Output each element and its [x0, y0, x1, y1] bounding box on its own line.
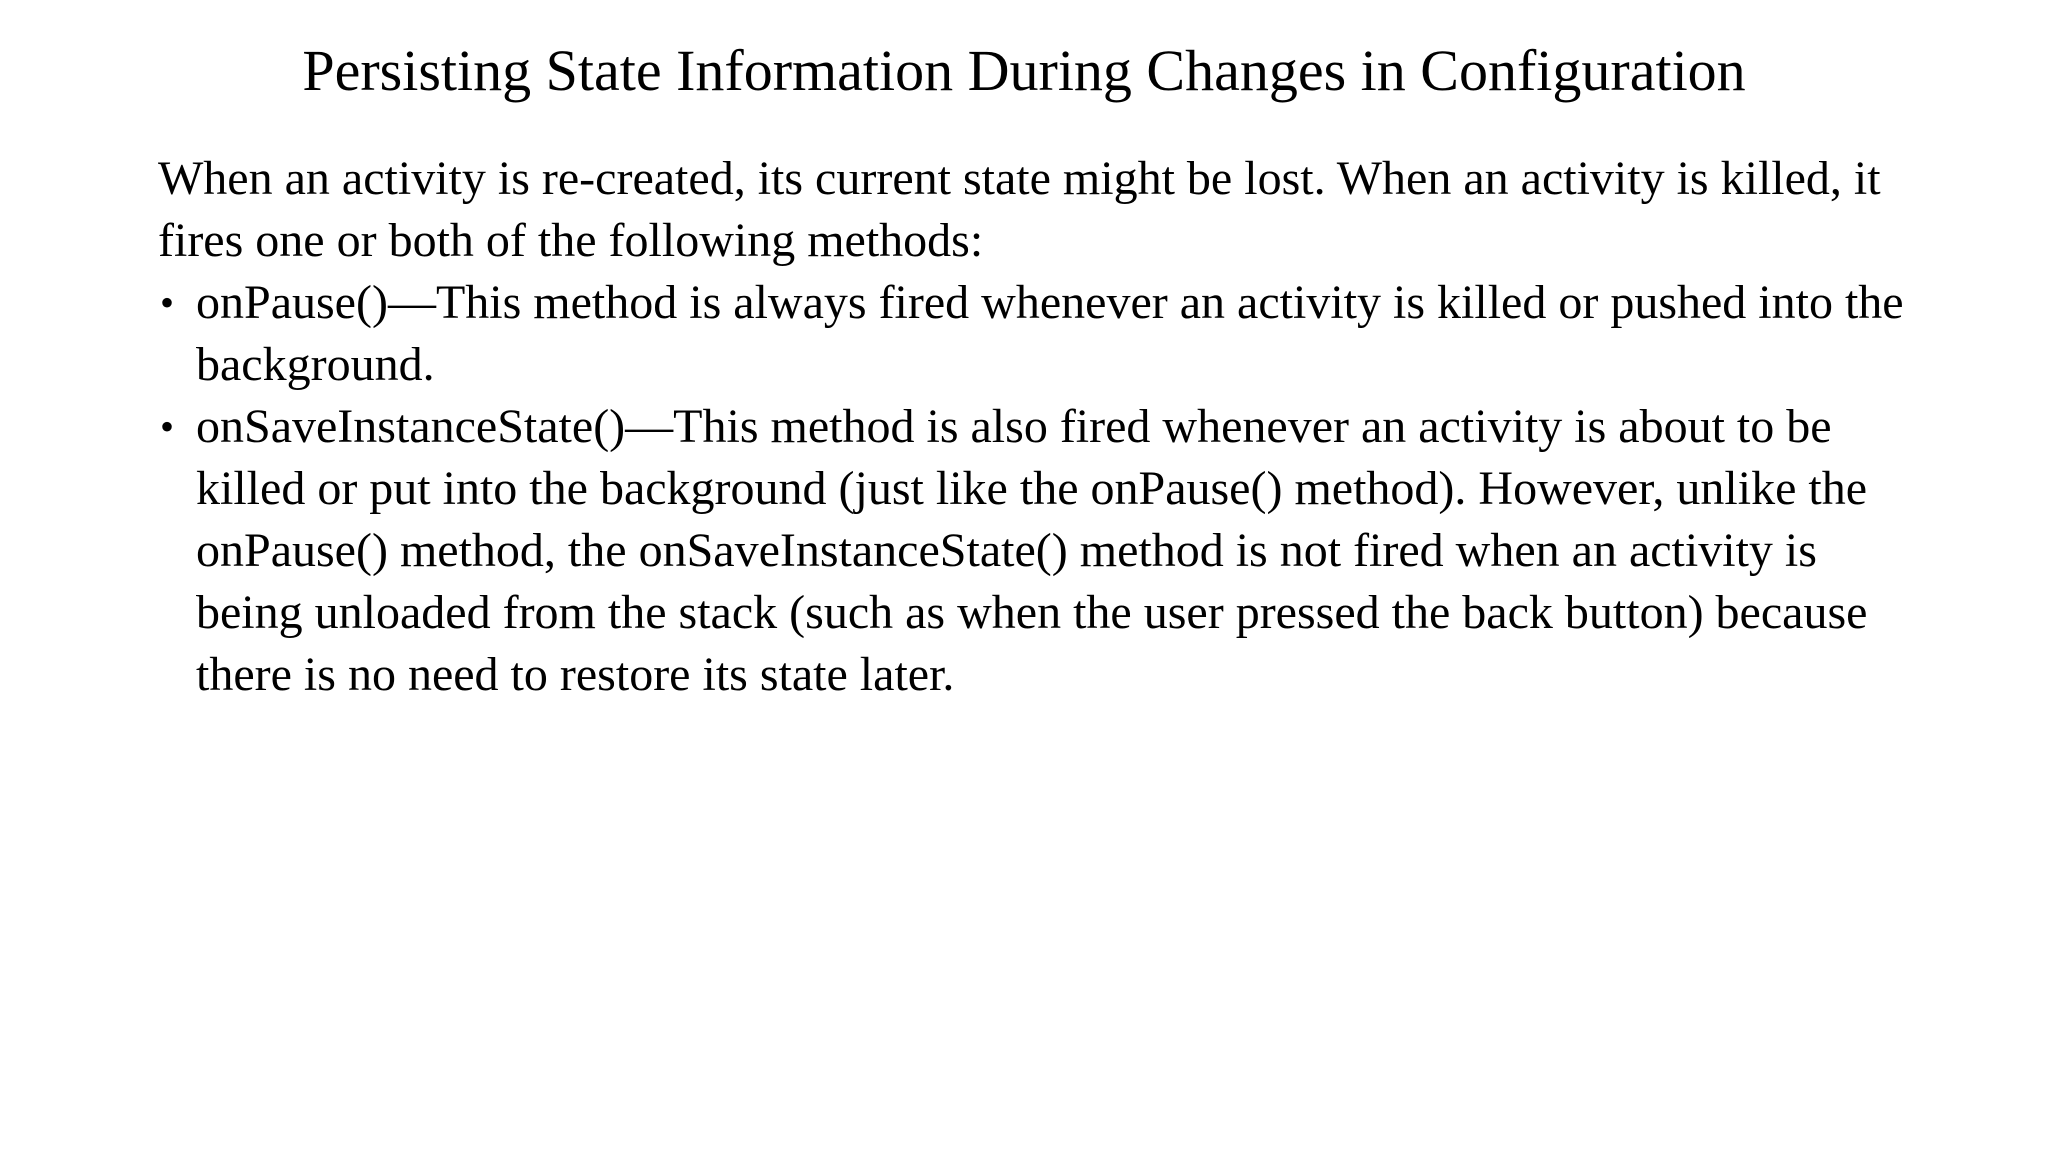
bullet-item-onpause [158, 272, 1918, 396]
slide-title: Persisting State Information During Changes in Configuration [302, 38, 1746, 103]
bullet-text: onSaveInstanceState()—This method is also fired whenever an activity is about to be killed or put into the background (just like the onPause() method). However, unlike the onPause() method, the onSaveInstanceState() method is not fired when an activity is being unloaded from the stack (such as when the user pressed the back button) because there is no need to restore its state later. [196, 400, 1868, 701]
intro-paragraph: When an activity is re-created, its current state might be lost. When an activity is killed, it fires one or both of the following methods: [158, 152, 1881, 267]
bullet-list [158, 272, 1918, 706]
bullet-marker: • [160, 280, 175, 325]
bullet-marker: • [160, 404, 175, 449]
bullet-item-onsaveinstancestate [158, 396, 1918, 706]
slide-body [158, 148, 1918, 706]
bullet-text: onPause()—This method is always fired whenever an activity is killed or pushed into the background. [196, 276, 1904, 391]
